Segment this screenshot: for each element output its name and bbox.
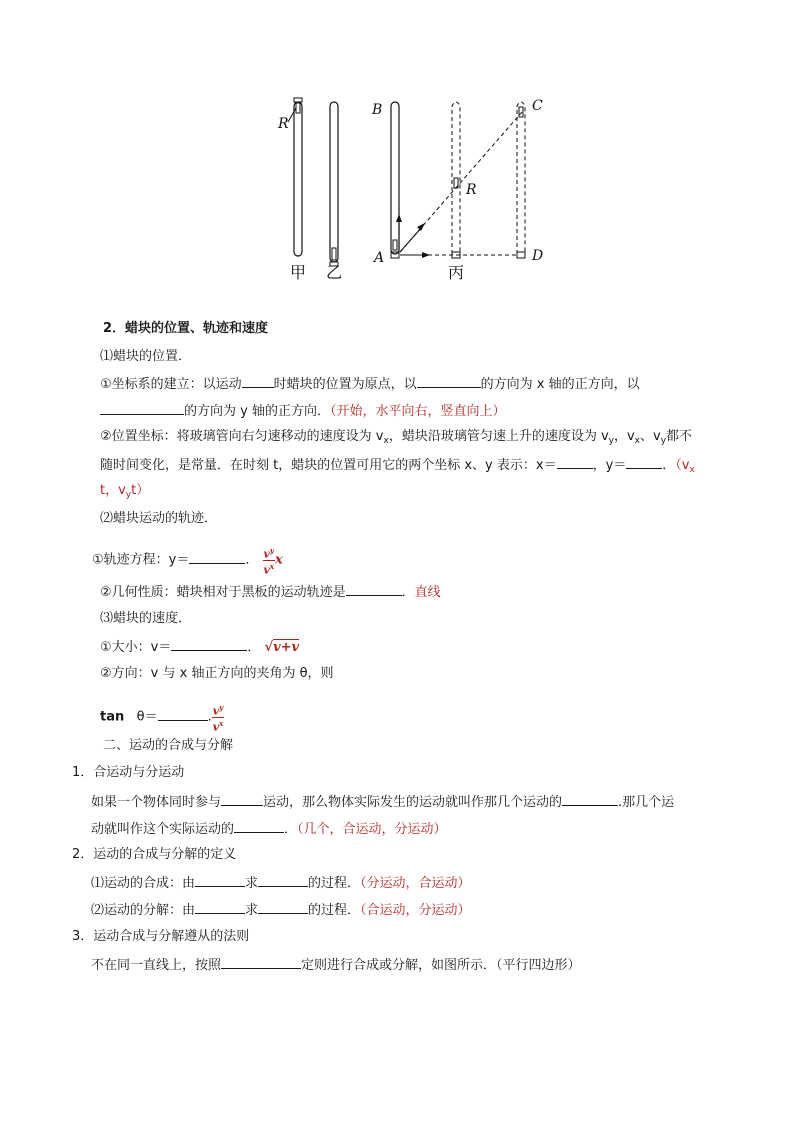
blank[interactable]	[195, 900, 245, 914]
blank[interactable]	[171, 637, 247, 651]
tube-jia	[288, 98, 302, 256]
velocity-arrows	[396, 214, 430, 258]
blank[interactable]	[221, 955, 301, 969]
blank[interactable]	[195, 873, 245, 887]
answer: （$v_x$	[675, 458, 695, 475]
caption-bing: 丙	[448, 263, 465, 282]
item-2-decomposition: ⑵运动的分解：由 求 的过程．（合运动，分运动）	[91, 900, 471, 920]
blank[interactable]	[258, 873, 308, 887]
blank[interactable]	[158, 707, 208, 721]
trajectory-fraction: $\frac{v^y}{v^x}$	[263, 546, 275, 577]
caption-yi: 乙	[326, 263, 343, 282]
coord-line-1: ①坐标系的建立：以运动 时蜡块的位置为原点，以 的方向为 x 轴的正方向，以	[100, 374, 640, 394]
wax-block-tube-figure	[260, 90, 560, 290]
item-2-synthesis: ⑴运动的合成：由 求 的过程．（分运动，合运动）	[91, 873, 471, 893]
label-r2: R	[466, 182, 477, 198]
label-d: D	[532, 248, 544, 264]
blank[interactable]	[221, 792, 263, 806]
item-1-title: 1．合运动与分运动	[72, 765, 185, 780]
answer: （分运动，合运动）	[360, 876, 471, 891]
label-b: B	[372, 102, 383, 118]
position-line-2: 随时间变化，是常量．在时刻 t，蜡块的位置可用它的两个坐标 x、y 表示：x＝ ，y＝ ．（$v_x$	[100, 455, 695, 479]
tube-bing-middle	[452, 102, 460, 258]
item-3-body: 不在同一直线上，按照 定则进行合成或分解，如图所示．（平行四边形）	[91, 955, 581, 975]
item-1-body-2: 动就叫作这个实际运动的 ．（几个，合运动，分运动）	[91, 819, 447, 839]
answer: （开始，水平向右，竖直向上）	[329, 404, 506, 419]
section-two-heading: 二、运动的合成与分解	[103, 738, 234, 753]
position-line-1: ②位置坐标：将玻璃管向右匀速移动的速度设为 $v_x$，蜡块沿玻璃管匀速上升的速度设为 $v_y$，$v_x$、$v_y$都不	[100, 429, 693, 446]
tube-diagram	[260, 90, 560, 290]
blank[interactable]	[100, 401, 184, 415]
item-2-title: 2．运动的合成与分解的定义	[72, 847, 237, 862]
blank[interactable]	[346, 582, 402, 596]
tan-fraction: $\frac{v^y}{v^x}$	[212, 703, 224, 734]
position-answer-cont: t，$v_yt$）	[100, 483, 150, 500]
section-heading: 2．蜡块的位置、轨迹和速度	[103, 321, 269, 336]
blank[interactable]	[557, 455, 593, 469]
blank[interactable]	[626, 455, 662, 469]
trajectory-line: ①轨迹方程：y＝ ． $\frac{v^y}{v^x}$ x	[92, 546, 283, 577]
answer: （几个，合运动，分运动）	[297, 822, 447, 837]
coord-line-2: 的方向为 y 轴的正方向．（开始，水平向右，竖直向上）	[100, 401, 505, 421]
blank[interactable]	[234, 819, 284, 833]
subheading-trajectory: ⑵蜡块运动的轨迹．	[100, 511, 218, 526]
caption-jia: 甲	[290, 263, 307, 282]
answer: 直线	[414, 585, 441, 600]
speed-root: √v+v	[264, 640, 300, 655]
subheading-position: ⑴蜡块的位置．	[100, 349, 192, 364]
tube-yi	[330, 102, 338, 266]
blank[interactable]	[242, 374, 274, 388]
label-c: C	[532, 98, 543, 114]
direction-line: ②方向：v 与 x 轴正方向的夹角为 θ，则	[100, 666, 334, 681]
blank[interactable]	[562, 792, 618, 806]
blank[interactable]	[417, 374, 481, 388]
tube-bing-end	[517, 102, 525, 258]
geometry-line: ②几何性质：蜡块相对于黑板的运动轨迹是 ．直线	[100, 582, 441, 602]
magnitude-line: ①大小：v＝ ． √v+v	[100, 637, 299, 657]
label-a: A	[374, 250, 385, 266]
item-3-title: 3．运动合成与分解遵从的法则	[72, 929, 250, 944]
label-r1: R	[278, 116, 289, 132]
answer: （合运动，分运动）	[360, 903, 471, 918]
item-1-body-1: 如果一个物体同时参与 运动，那么物体实际发生的运动就叫作那几个运动的 .那几个运	[91, 792, 674, 812]
blank[interactable]	[258, 900, 308, 914]
subheading-speed: ⑶蜡块的速度．	[100, 611, 192, 626]
blank[interactable]	[189, 550, 245, 564]
tube-bing-start	[391, 102, 399, 258]
tan-line: tan θ＝ . $\frac{v^y}{v^x}$	[100, 703, 224, 734]
